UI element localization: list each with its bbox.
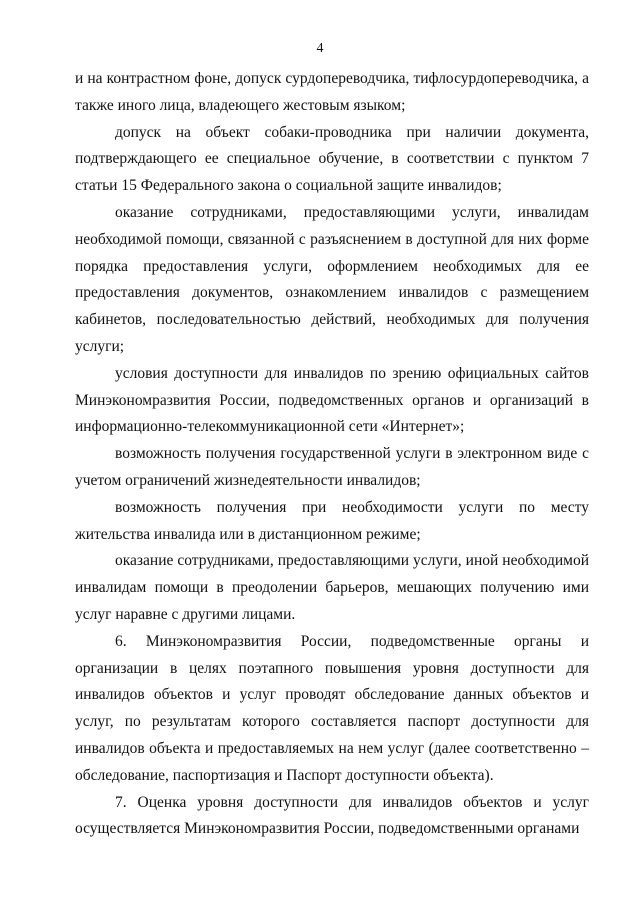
paragraph-continuation: и на контрастном фоне, допуск сурдопереводчика, тифлосурдопереводчика, а также иного лица, владеющего жестовым языком; xyxy=(75,70,589,114)
paragraph-section-7: 7. Оценка уровня доступности для инвалидов объектов и услуг осуществляется Минэкономразвития России, подведомственными органами xyxy=(75,793,589,838)
paragraph-staff-assistance: оказание сотрудниками, предоставляющими услуги, инвалидам необходимой помощи, связанной с разъяснением в доступной для них форме порядка предоставления услуги, оформлением необходимых для ее предоставления документов, ознакомлением инвалидов с размещением кабинетов, последовательностью действий, необходимых для получения услуги; xyxy=(75,203,589,355)
document-body xyxy=(75,66,589,843)
paragraph-remote-service: возможность получения при необходимости услуги по месту жительства инвалида или в дистанционном режиме; xyxy=(75,498,589,543)
paragraph-other-assistance: оказание сотрудниками, предоставляющими услуги, иной необходимой инвалидам помощи в преодолении барьеров, мешающих получению ими услуг наравне с другими лицами. xyxy=(75,552,589,623)
paragraph-electronic-service: возможность получения государственной услуги в электронном виде с учетом ограничений жизнедеятельности инвалидов; xyxy=(75,445,589,489)
paragraph-guide-dog: допуск на объект собаки-проводника при наличии документа, подтверждающего ее специальное обучение, в соответствии с пунктом 7 статьи 15 Федерального закона о социальной защите инвалидов; xyxy=(75,123,589,195)
paragraph-section-6: 6. Минэкономразвития России, подведомственные органы и организации в целях поэтапного повышения уровня доступности для инвалидов объектов и услуг проводят обследование данных объектов и услуг, по результатам которого составляется паспорт доступности для инвалидов объекта и предоставляемых на нем услуг (далее соответственно – обследование, паспортизация и Паспорт доступности объекта). xyxy=(75,632,589,784)
paragraph-website-accessibility: условия доступности для инвалидов по зрению официальных сайтов Минэкономразвития России, подведомственных органов и организаций в информационно-телекоммуникационной сети «Интернет»; xyxy=(75,364,589,436)
page-number: 4 xyxy=(316,41,324,56)
